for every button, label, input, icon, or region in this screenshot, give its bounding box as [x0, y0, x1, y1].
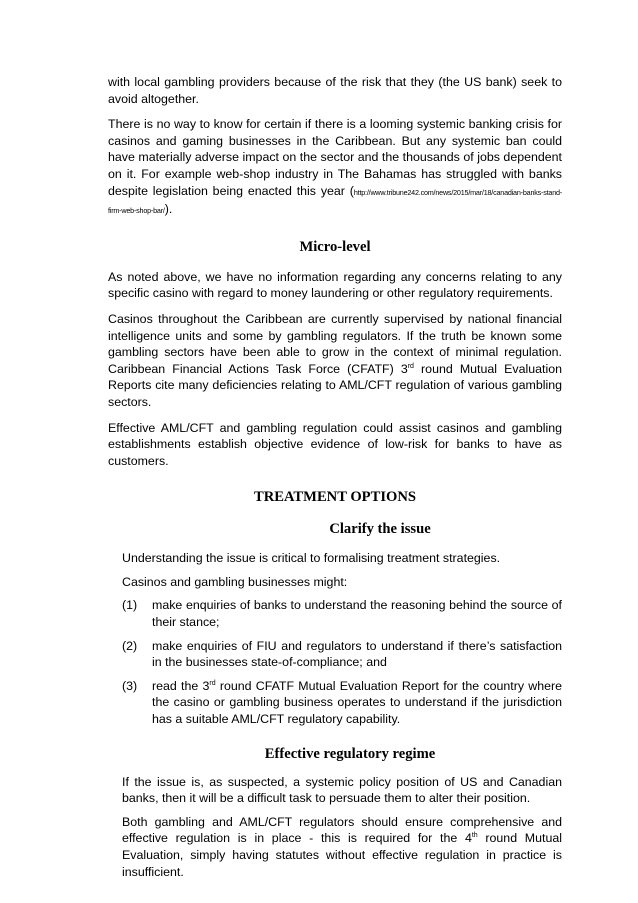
- paragraph-regime-2-start: Both gambling and AML/CFT regulators should ensure comprehensive and effective regulation is in place - this is required for the 4: [122, 814, 562, 846]
- paragraph-clarify-2: Casinos and gambling businesses might:: [122, 574, 348, 589]
- list-item-text-start: read the 3: [152, 678, 210, 693]
- paragraph-clarify-1: Understanding the issue is critical to formalising treatment strategies.: [122, 551, 501, 566]
- list-item: [122, 638, 562, 671]
- list-item: [122, 597, 562, 630]
- heading-clarify-issue: Clarify the issue: [329, 521, 431, 538]
- heading-treatment-options: TREATMENT OPTIONS: [253, 489, 417, 506]
- paragraph-micro-2: [108, 311, 562, 411]
- paragraph-regime-2-end: round Mutual Evaluation, simply having statutes without effective regulation in practice is insufficient.: [122, 831, 563, 879]
- enquiry-list: [122, 597, 562, 727]
- paragraph-micro-3: Effective AML/CFT and gambling regulation could assist casinos and gambling establishments establish objective evidence of low-risk for banks to have as customers.: [108, 420, 562, 468]
- list-item-text: make enquiries of banks to understand the reasoning behind the source of their stance;: [152, 598, 562, 630]
- list-item-text: [152, 678, 562, 728]
- paragraph-regime-2: [122, 814, 562, 880]
- list-item-number: (1): [122, 598, 138, 613]
- tribune-link[interactable]: http://www.tribune242.com/news/2015/mar/18/canadian-banks-stand-firm-web-shop-bar/: [108, 187, 562, 216]
- paragraph-micro-1: As noted above, we have no information regarding any concerns relating to any specific casino with regard to money laundering or other regulatory requirements.: [108, 269, 562, 301]
- clarify-section: [108, 550, 562, 727]
- list-item-text: make enquiries of FIU and regulators to understand if there’s satisfaction in the businesses state-of-compliance; and: [152, 638, 562, 670]
- regime-section: [108, 774, 562, 881]
- paragraph-micro-2-end: round Mutual Evaluation Reports cite many deficiencies relating to AML/CFT regulation of various gambling sectors.: [108, 361, 563, 409]
- list-item-text-end: round CFATF Mutual Evaluation Report for the country where the casino or gambling business operates to understand if the jurisdiction has a suitable AML/CFT regulatory capability.: [152, 678, 562, 727]
- list-item: [122, 678, 562, 728]
- paragraph-regime-1: If the issue is, as suspected, a systemic policy position of US and Canadian banks, then it will be a difficult task to persuade them to alter their position.: [122, 774, 562, 806]
- superscript-th: th: [471, 832, 478, 840]
- list-item-number: (3): [122, 678, 138, 693]
- paragraph-intro: with local gambling providers because of the risk that they (the US bank) seek to avoid altogether.: [108, 75, 562, 106]
- paragraph-banking-crisis-end: ).: [164, 202, 173, 217]
- list-item-number: (2): [122, 638, 138, 653]
- paragraph-micro-2-start: Casinos throughout the Caribbean are currently supervised by national financial intelligence units and some by gambling regulators. If the truth be known some gambling sectors have been able to grow in the context of minimal regulation. Caribbean Financial Actions Task Force (CFATF) 3: [108, 311, 562, 376]
- superscript-rd: rd: [209, 679, 216, 687]
- heading-micro-level: Micro-level: [299, 238, 371, 255]
- paragraph-banking-crisis-text: There is no way to know for certain if there is a looming systemic banking crisis for casinos and gaming businesses in the Caribbean. But any systemic ban could have materially adverse impact on the sector and the thousands of jobs dependent on it. For example web-shop industry in The Bahamas has struggled with banks despite legislation being enacted this year (: [108, 117, 562, 198]
- superscript-rd: rd: [407, 362, 414, 370]
- paragraph-banking-crisis: [108, 116, 562, 220]
- heading-effective-regime: Effective regulatory regime: [264, 745, 436, 762]
